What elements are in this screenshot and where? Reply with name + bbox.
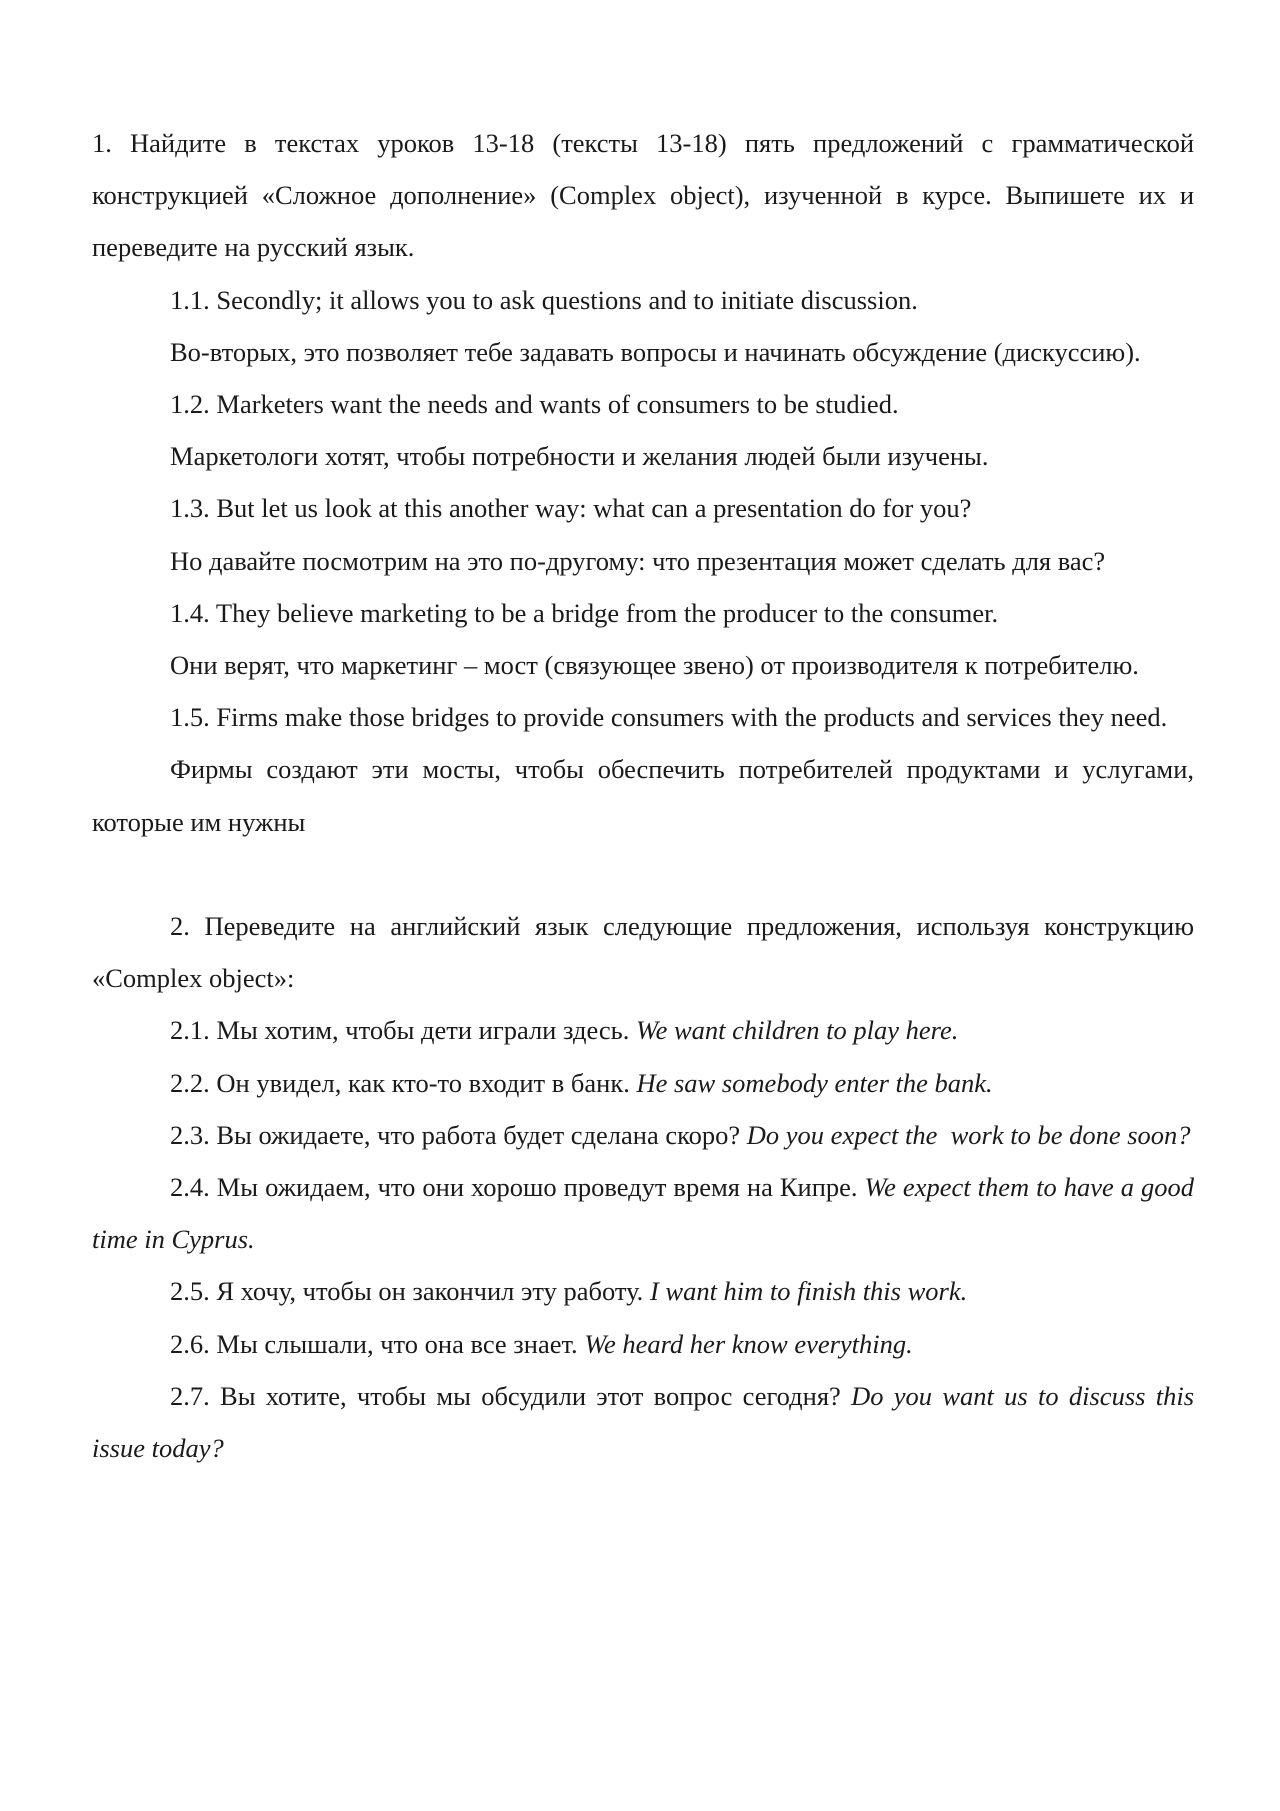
task2-item-3 — [92, 1109, 1194, 1161]
task2-instruction: 2. Переведите на английский язык следующие предложения, используя конструкцию «Complex object»: — [92, 911, 1194, 994]
task2-item-1 — [92, 1004, 1194, 1056]
task1-instruction: 1. Найдите в текстах уроков 13-18 (тексты 13-18) пять предложений с грамматической конструкцией «Сложное дополнение» (Complex object), изученной в курсе. Выпишете их и переведите на русский язык. — [92, 128, 1194, 263]
task2-item-3-english: Do you expect the work to be done soon? — [746, 1119, 1191, 1150]
task2-item-6-english: We heard her know everything. — [584, 1328, 913, 1359]
task1-item-5-english: 1.5. Firms make those bridges to provide consumers with the products and services they need. — [170, 702, 1168, 733]
task1-item-3-english: 1.3. But let us look at this another way: what can a presentation do for you? — [170, 493, 972, 524]
task2-item-5 — [92, 1265, 1194, 1317]
task2-item-6-russian: 2.6. Мы слышали, что она все знает. — [170, 1328, 578, 1359]
section-spacer — [92, 848, 1194, 900]
task2-item-2-english: He saw somebody enter the bank. — [636, 1067, 993, 1098]
task2-item-5-english: I want him to finish this work. — [649, 1276, 968, 1307]
task1-item-2-russian: Маркетологи хотят, чтобы потребности и желания людей были изучены. — [170, 441, 989, 472]
task2-item-2 — [92, 1057, 1194, 1109]
task2-item-4-english: We expect them to have a good time in Cyprus. — [92, 1172, 1194, 1255]
task1-item-3-russian: Но давайте посмотрим на это по-другому: что презентация может сделать для вас? — [170, 545, 1106, 576]
task2-item-7-english: Do you want us to discuss this issue today? — [92, 1380, 1195, 1464]
task2-item-4-russian: 2.4. Мы ожидаем, что они хорошо проведут время на Кипре. — [170, 1172, 858, 1203]
task1-item-1-russian: Во-вторых, это позволяет тебе задавать вопросы и начинать обсуждение (дискуссию). — [170, 336, 1141, 367]
task2-item-1-english: We want children to play here. — [635, 1015, 959, 1046]
task2-item-1-russian: 2.1. Мы хотим, чтобы дети играли здесь. — [170, 1015, 630, 1046]
task1-item-2-english: 1.2. Marketers want the needs and wants of consumers to be studied. — [170, 389, 899, 420]
document-page — [92, 117, 1194, 1474]
task1-item-4-english: 1.4. They believe marketing to be a bridge from the producer to the consumer. — [170, 597, 999, 628]
task1-item-5-russian: Фирмы создают эти мосты, чтобы обеспечить потребителей продуктами и услугами, которые им нужны — [92, 754, 1194, 837]
task2-item-7-russian: 2.7. Вы хотите, чтобы мы обсудили этот вопрос сегодня? — [170, 1380, 841, 1411]
task2-item-6 — [92, 1318, 1194, 1370]
task2-item-2-russian: 2.2. Он увидел, как кто-то входит в банк. — [170, 1067, 630, 1098]
task2-item-3-russian: 2.3. Вы ожидаете, что работа будет сделана скоро? — [170, 1119, 741, 1150]
task1-item-1-english: 1.1. Secondly; it allows you to ask questions and to initiate discussion. — [170, 284, 918, 315]
task2-item-5-russian: 2.5. Я хочу, чтобы он закончил эту работу. — [170, 1276, 644, 1307]
task2-item-7 — [92, 1370, 1194, 1474]
task1-item-4-russian: Они верят, что маркетинг – мост (связующее звено) от производителя к потребителю. — [170, 650, 1139, 681]
task2-item-4 — [92, 1161, 1194, 1265]
